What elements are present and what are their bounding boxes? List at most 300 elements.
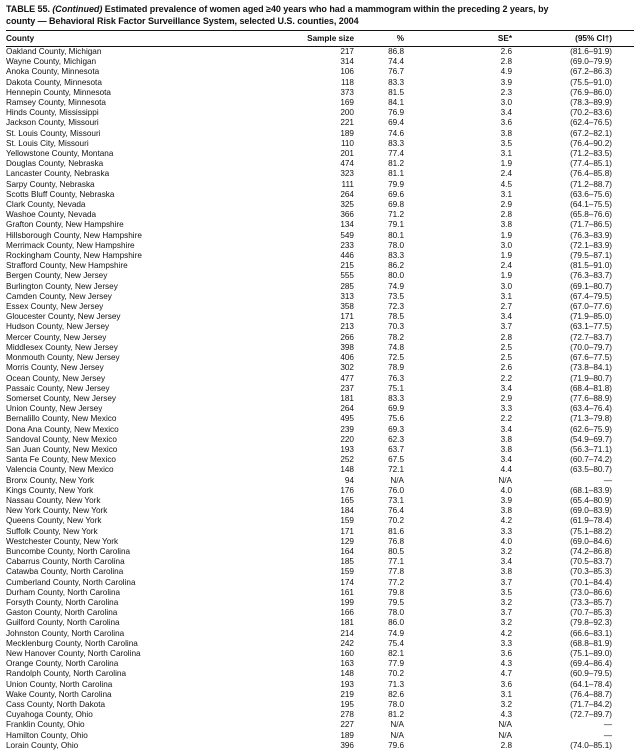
county-cell: Randolph County, North Carolina [6, 669, 126, 679]
se-cell: 3.6 [500, 648, 512, 658]
county-cell: San Juan County, New Mexico [6, 444, 118, 454]
county-cell: Santa Fe County, New Mexico [6, 455, 116, 465]
percent-cell: 76.7 [388, 67, 404, 77]
se-cell: 3.2 [500, 618, 512, 628]
se-cell: 4.2 [500, 628, 512, 638]
county-cell: Hinds County, Mississippi [6, 108, 99, 118]
percent-cell: 74.4 [388, 57, 404, 67]
county-cell: Cuyahoga County, Ohio [6, 710, 93, 720]
ci-cell: (67.2–86.3) [570, 67, 612, 77]
county-cell: Hamilton County, Ohio [6, 730, 88, 740]
county-cell: Union County, New Jersey [6, 404, 103, 414]
table-row [6, 312, 634, 322]
table-row [6, 598, 634, 608]
table-row [6, 455, 634, 465]
table-row [6, 118, 634, 128]
percent-cell: 77.4 [388, 149, 404, 159]
sample-size-cell: 184 [340, 506, 354, 516]
ci-cell: (71.3–79.8) [570, 414, 612, 424]
county-cell: Forsyth County, North Carolina [6, 597, 119, 607]
prevalence-table [6, 30, 634, 751]
ci-cell: (70.1–84.4) [570, 577, 612, 587]
table-number: TABLE 55. [6, 4, 50, 14]
se-cell: N/A [498, 475, 512, 485]
county-cell: Oakland County, Michigan [6, 47, 102, 56]
sample-size-cell: 278 [340, 710, 354, 720]
ci-cell: (67.2–82.1) [570, 128, 612, 138]
percent-cell: 71.2 [388, 210, 404, 220]
sample-size-cell: 193 [340, 679, 354, 689]
ci-cell: (64.1–78.4) [570, 679, 612, 689]
table-row [6, 537, 634, 547]
table-row [6, 741, 634, 751]
ci-cell: — [603, 475, 612, 485]
table-row [6, 435, 634, 445]
percent-cell: 78.9 [388, 363, 404, 373]
sample-size-cell: 266 [340, 332, 354, 342]
percent-cell: 83.3 [388, 251, 404, 261]
table-row [6, 557, 634, 567]
col-header-percent: % [354, 31, 404, 47]
se-cell: 3.2 [500, 546, 512, 556]
sample-size-cell: 163 [340, 659, 354, 669]
county-cell: Valencia County, New Mexico [6, 465, 114, 475]
ci-cell: (79.5–87.1) [570, 251, 612, 261]
percent-cell: 69.8 [388, 200, 404, 210]
table-row [6, 292, 634, 302]
ci-cell: (74.2–86.8) [570, 546, 612, 556]
se-cell: 3.2 [500, 700, 512, 709]
se-cell: 3.5 [500, 587, 512, 597]
percent-cell: 75.4 [388, 638, 404, 648]
se-cell: 3.4 [500, 383, 512, 393]
sample-size-cell: 159 [340, 516, 354, 526]
ci-cell: (62.4–76.5) [570, 118, 612, 128]
sample-size-cell: 148 [340, 669, 354, 679]
sample-size-cell: 176 [340, 485, 354, 495]
table-row [6, 149, 634, 159]
se-cell: 3.8 [500, 220, 512, 230]
table-row [6, 333, 634, 343]
county-cell: Ocean County, New Jersey [6, 373, 106, 383]
county-cell: Jackson County, Missouri [6, 118, 99, 128]
county-cell: Hudson County, New Jersey [6, 322, 110, 332]
sample-size-cell: 252 [340, 455, 354, 465]
county-cell: Rockingham County, New Hampshire [6, 251, 142, 261]
county-cell: Dona Ana County, New Mexico [6, 424, 119, 434]
table-row [6, 445, 634, 455]
ci-cell: (70.7–85.3) [570, 608, 612, 618]
sample-size-cell: 189 [340, 128, 354, 138]
se-cell: 3.0 [500, 98, 512, 108]
se-cell: 2.8 [500, 332, 512, 342]
se-cell: 3.8 [500, 434, 512, 444]
county-cell: Cabarrus County, North Carolina [6, 557, 125, 567]
se-cell: 4.5 [500, 179, 512, 189]
se-cell: 1.9 [500, 230, 512, 240]
sample-size-cell: 148 [340, 465, 354, 475]
se-cell: 4.9 [500, 67, 512, 77]
county-cell: Westchester County, New York [6, 536, 119, 546]
percent-cell: 74.8 [388, 342, 404, 352]
sample-size-cell: 302 [340, 363, 354, 373]
county-cell: Clark County, Nevada [6, 200, 86, 210]
percent-cell: 72.5 [388, 353, 404, 363]
se-cell: 3.6 [500, 118, 512, 128]
ci-cell: (73.3–85.7) [570, 597, 612, 607]
table-row [6, 608, 634, 618]
county-cell: Suffolk County, New York [6, 526, 98, 536]
percent-cell: 76.3 [388, 373, 404, 383]
se-cell: 3.3 [500, 404, 512, 414]
percent-cell: 72.3 [388, 302, 404, 312]
sample-size-cell: 111 [341, 179, 354, 189]
table-row [6, 363, 634, 373]
se-cell: 3.1 [500, 189, 512, 199]
ci-cell: (67.0–77.6) [570, 302, 612, 312]
ci-cell: (76.4–90.2) [570, 138, 612, 148]
se-cell: 3.1 [500, 149, 512, 159]
sample-size-cell: 189 [340, 730, 354, 740]
se-cell: 3.9 [500, 77, 512, 87]
se-cell: 3.4 [500, 557, 512, 567]
percent-cell: 78.0 [388, 240, 404, 250]
table-title-line1: Estimated prevalence of women aged ≥40 years who had a mammogram within the preceding 2 years, by [104, 4, 549, 14]
table-row [6, 271, 634, 281]
percent-cell: 82.6 [388, 689, 404, 699]
ci-cell: (75.1–88.2) [570, 526, 612, 536]
percent-cell: 70.3 [388, 322, 404, 332]
percent-cell: 78.0 [388, 700, 404, 709]
ci-cell: (68.4–81.8) [570, 383, 612, 393]
ci-cell: (71.7–84.2) [570, 700, 612, 709]
county-cell: New York County, New York [6, 506, 108, 516]
county-cell: Passaic County, New Jersey [6, 383, 110, 393]
ci-cell: (69.4–86.4) [570, 659, 612, 669]
percent-cell: 71.3 [388, 679, 404, 689]
table-row [6, 231, 634, 241]
se-cell: 3.9 [500, 495, 512, 505]
table-header-row [6, 31, 634, 47]
ci-cell: (75.5–91.0) [570, 77, 612, 87]
sample-size-cell: 446 [340, 251, 354, 261]
table-row [6, 414, 634, 424]
county-cell: Anoka County, Minnesota [6, 67, 100, 77]
percent-cell: 73.5 [388, 291, 404, 301]
sample-size-cell: 477 [340, 373, 354, 383]
ci-cell: (76.3–83.9) [570, 230, 612, 240]
ci-cell: (63.5–80.7) [570, 465, 612, 475]
ci-cell: (73.0–86.6) [570, 587, 612, 597]
county-cell: Johnston County, North Carolina [6, 628, 125, 638]
se-cell: 2.4 [500, 169, 512, 179]
percent-cell: 76.4 [388, 506, 404, 516]
ci-cell: (68.8–81.9) [570, 638, 612, 648]
county-cell: Mercer County, New Jersey [6, 332, 107, 342]
sample-size-cell: 171 [340, 312, 354, 322]
sample-size-cell: 323 [340, 169, 354, 179]
ci-cell: (70.0–79.7) [570, 342, 612, 352]
county-cell: Dakota County, Minnesota [6, 77, 102, 87]
percent-cell: 81.6 [388, 526, 404, 536]
se-cell: 3.0 [500, 240, 512, 250]
se-cell: 2.5 [500, 342, 512, 352]
sample-size-cell: 474 [340, 159, 354, 169]
county-cell: Catawba County, North Carolina [6, 567, 124, 577]
sample-size-cell: 313 [340, 291, 354, 301]
percent-cell: 86.0 [388, 618, 404, 628]
se-cell: 4.7 [500, 669, 512, 679]
table-row [6, 180, 634, 190]
county-cell: Sandoval County, New Mexico [6, 434, 117, 444]
table-row [6, 527, 634, 537]
percent-cell: 73.1 [388, 495, 404, 505]
ci-cell: (56.3–71.1) [570, 444, 612, 454]
se-cell: 3.0 [500, 281, 512, 291]
table-row [6, 251, 634, 261]
percent-cell: 86.2 [388, 261, 404, 271]
sample-size-cell: 242 [340, 638, 354, 648]
county-cell: Bronx County, New York [6, 475, 95, 485]
se-cell: 3.8 [500, 444, 512, 454]
se-cell: 3.6 [500, 679, 512, 689]
sample-size-cell: 358 [340, 302, 354, 312]
col-header-ci: (95% CI†) [512, 31, 634, 47]
se-cell: 2.4 [500, 261, 512, 271]
ci-cell: (65.8–76.6) [570, 210, 612, 220]
table-row [6, 108, 634, 118]
table-row [6, 78, 634, 88]
se-cell: 4.4 [500, 465, 512, 475]
percent-cell: N/A [390, 475, 404, 485]
ci-cell: (71.7–86.5) [570, 220, 612, 230]
sample-size-cell: 106 [340, 67, 354, 77]
percent-cell: 81.2 [388, 710, 404, 720]
se-cell: 2.5 [500, 353, 512, 363]
county-cell: Bernalillo County, New Mexico [6, 414, 117, 424]
table-row [6, 343, 634, 353]
county-cell: Wake County, North Carolina [6, 689, 112, 699]
county-cell: Somerset County, New Jersey [6, 393, 116, 403]
sample-size-cell: 373 [340, 87, 354, 97]
sample-size-cell: 161 [340, 587, 354, 597]
ci-cell: (70.2–83.6) [570, 108, 612, 118]
table-row [6, 690, 634, 700]
percent-cell: 79.8 [388, 587, 404, 597]
se-cell: 3.4 [500, 312, 512, 322]
sample-size-cell: 221 [340, 118, 354, 128]
table-row [6, 374, 634, 384]
county-cell: Essex County, New Jersey [6, 302, 104, 312]
sample-size-cell: 185 [340, 557, 354, 567]
se-cell: N/A [498, 720, 512, 730]
table-row [6, 425, 634, 435]
col-header-se: SE* [404, 31, 512, 47]
se-cell: 3.8 [500, 128, 512, 138]
sample-size-cell: 174 [340, 577, 354, 587]
sample-size-cell: 201 [340, 149, 354, 159]
sample-size-cell: 166 [340, 608, 354, 618]
sample-size-cell: 325 [340, 200, 354, 210]
se-cell: 3.8 [500, 567, 512, 577]
table-row [6, 578, 634, 588]
table-row [6, 496, 634, 506]
se-cell: 3.3 [500, 526, 512, 536]
se-cell: 4.0 [500, 536, 512, 546]
se-cell: 2.2 [500, 414, 512, 424]
ci-cell: (74.0–85.1) [570, 740, 612, 750]
county-cell: Merrimack County, New Hampshire [6, 240, 135, 250]
se-cell: 4.3 [500, 710, 512, 720]
se-cell: 3.8 [500, 506, 512, 516]
percent-cell: 76.9 [388, 108, 404, 118]
county-cell: Strafford County, New Hampshire [6, 261, 128, 271]
se-cell: 2.3 [500, 87, 512, 97]
table-row [6, 506, 634, 516]
sample-size-cell: 285 [340, 281, 354, 291]
county-cell: Scotts Bluff County, Nebraska [6, 189, 115, 199]
ci-cell: (71.9–80.7) [570, 373, 612, 383]
ci-cell: — [603, 720, 612, 730]
ci-cell: (65.4–80.9) [570, 495, 612, 505]
county-cell: Middlesex County, New Jersey [6, 342, 118, 352]
percent-cell: 86.8 [388, 47, 404, 56]
table-row [6, 57, 634, 67]
table-row [6, 384, 634, 394]
county-cell: Hennepin County, Minnesota [6, 87, 111, 97]
percent-cell: N/A [390, 720, 404, 730]
county-cell: Franklin County, Ohio [6, 720, 85, 730]
percent-cell: 69.3 [388, 424, 404, 434]
sample-size-cell: 134 [340, 220, 354, 230]
percent-cell: 80.5 [388, 546, 404, 556]
table-row [6, 700, 634, 710]
se-cell: 4.0 [500, 485, 512, 495]
percent-cell: 83.3 [388, 393, 404, 403]
sample-size-cell: 396 [340, 740, 354, 750]
county-cell: Ramsey County, Minnesota [6, 98, 106, 108]
percent-cell: 77.8 [388, 567, 404, 577]
ci-cell: (73.8–84.1) [570, 363, 612, 373]
ci-cell: (60.7–74.2) [570, 455, 612, 465]
county-cell: Cumberland County, North Carolina [6, 577, 136, 587]
table-row [6, 680, 634, 690]
county-cell: Orange County, North Carolina [6, 659, 119, 669]
percent-cell: 83.3 [388, 138, 404, 148]
county-cell: Durham County, North Carolina [6, 587, 121, 597]
se-cell: 1.9 [500, 159, 512, 169]
sample-size-cell: 181 [340, 393, 354, 403]
table-row [6, 159, 634, 169]
table-row [6, 394, 634, 404]
se-cell: 4.3 [500, 659, 512, 669]
ci-cell: (63.4–76.4) [570, 404, 612, 414]
table-row [6, 547, 634, 557]
county-cell: Douglas County, Nebraska [6, 159, 104, 169]
table-row [6, 169, 634, 179]
se-cell: N/A [498, 730, 512, 740]
percent-cell: 79.5 [388, 597, 404, 607]
sample-size-cell: 213 [340, 322, 354, 332]
ci-cell: (54.9–69.7) [570, 434, 612, 444]
percent-cell: 78.2 [388, 332, 404, 342]
county-cell: Nassau County, New York [6, 495, 101, 505]
sample-size-cell: 159 [340, 567, 354, 577]
percent-cell: 72.1 [388, 465, 404, 475]
ci-cell: (71.2–88.7) [570, 179, 612, 189]
col-header-county: County [6, 31, 306, 47]
table-row [6, 220, 634, 230]
ci-cell: (78.3–89.9) [570, 98, 612, 108]
percent-cell: 81.2 [388, 159, 404, 169]
county-cell: Cass County, North Dakota [6, 700, 106, 709]
se-cell: 3.5 [500, 138, 512, 148]
sample-size-cell: 214 [340, 628, 354, 638]
sample-size-cell: 169 [340, 98, 354, 108]
se-cell: 2.6 [500, 47, 512, 56]
ci-cell: (81.5–91.0) [570, 261, 612, 271]
se-cell: 3.1 [500, 689, 512, 699]
table-row [6, 649, 634, 659]
county-cell: St. Louis City, Missouri [6, 138, 89, 148]
percent-cell: 79.6 [388, 740, 404, 750]
percent-cell: 81.1 [388, 169, 404, 179]
se-cell: 2.8 [500, 57, 512, 67]
county-cell: Bergen County, New Jersey [6, 271, 108, 281]
percent-cell: 74.9 [388, 281, 404, 291]
table-row [6, 282, 634, 292]
ci-cell: (69.1–80.7) [570, 281, 612, 291]
sample-size-cell: 129 [340, 536, 354, 546]
table-row [6, 618, 634, 628]
se-cell: 3.4 [500, 108, 512, 118]
ci-cell: (72.1–83.9) [570, 240, 612, 250]
table-row [6, 353, 634, 363]
se-cell: 3.4 [500, 455, 512, 465]
sample-size-cell: 220 [340, 434, 354, 444]
table-row [6, 210, 634, 220]
table-row [6, 88, 634, 98]
percent-cell: 77.1 [388, 557, 404, 567]
county-cell: Union County, North Carolina [6, 679, 113, 689]
ci-cell: (81.6–91.9) [570, 47, 612, 56]
ci-cell: (77.6–88.9) [570, 393, 612, 403]
county-cell: Yellowstone County, Montana [6, 149, 114, 159]
percent-cell: 75.1 [388, 383, 404, 393]
table-row [6, 261, 634, 271]
ci-cell: (69.0–84.6) [570, 536, 612, 546]
sample-size-cell: 239 [340, 424, 354, 434]
county-cell: Morris County, New Jersey [6, 363, 104, 373]
se-cell: 3.7 [500, 577, 512, 587]
table-continued-label: (Continued) [52, 4, 103, 14]
ci-cell: (64.1–75.5) [570, 200, 612, 210]
sample-size-cell: 195 [340, 700, 354, 709]
table-row [6, 67, 634, 77]
table-row [6, 404, 634, 414]
percent-cell: 69.9 [388, 404, 404, 414]
percent-cell: N/A [390, 730, 404, 740]
percent-cell: 79.9 [388, 179, 404, 189]
sample-size-cell: 264 [340, 404, 354, 414]
table-row [6, 710, 634, 720]
county-cell: Guilford County, North Carolina [6, 618, 120, 628]
se-cell: 3.1 [500, 291, 512, 301]
table-row [6, 200, 634, 210]
percent-cell: 62.3 [388, 434, 404, 444]
sample-size-cell: 200 [340, 108, 354, 118]
table-row [6, 98, 634, 108]
